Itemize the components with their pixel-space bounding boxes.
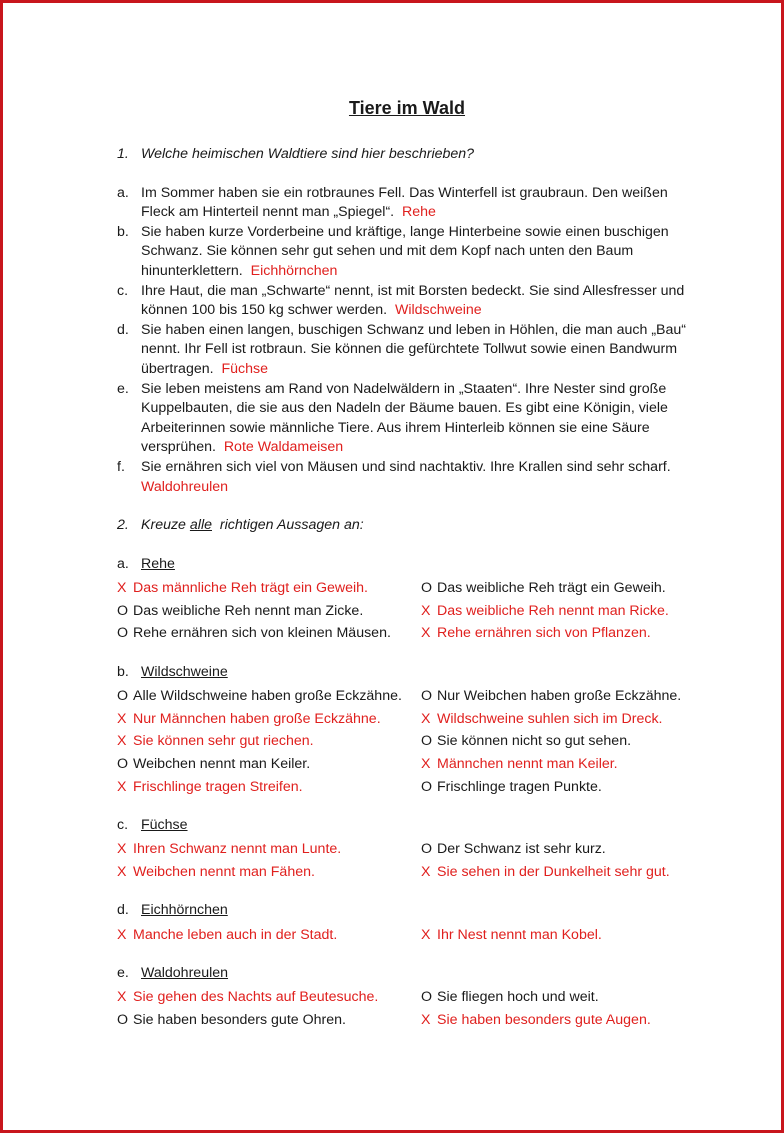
unchecked-mark: O: [421, 733, 433, 750]
question-number: 2.: [117, 517, 129, 534]
item-text: Sie ernähren sich viel von Mäusen und sind nachtaktiv. Ihre Krallen sind sehr scharf.: [141, 458, 671, 475]
section-heading: d. Eichhörnchen: [117, 902, 228, 919]
section-waldohreulen: [117, 964, 697, 1032]
question-text: Kreuze alle richtigen Aussagen an:: [141, 517, 364, 534]
statement: [421, 579, 697, 599]
question-2: [117, 516, 697, 536]
q1-item-c: c. Ihre Haut, die man „Schwarte“ nennt, ist mit Borsten bedeckt. Sie sind Allesfresser und können 100 bis 150 kg schwer werden. Wildschweine: [117, 282, 685, 319]
checked-mark: X: [117, 841, 127, 858]
checked-mark: X: [421, 756, 431, 773]
correct-statement: [421, 710, 697, 730]
section-heading: a. Rehe: [117, 555, 175, 572]
section-eichhörnchen: [117, 901, 697, 946]
statement-text: Sie können nicht so gut sehen.: [437, 733, 632, 750]
statement: [117, 624, 421, 644]
checked-mark: X: [421, 602, 431, 619]
statement-row: [117, 577, 697, 600]
statement-row: [117, 776, 697, 799]
checked-mark: X: [421, 926, 431, 943]
item-text: Sie haben einen langen, buschigen Schwanz und leben in Höhlen, die man auch „Bau“ nennt. Ihr Fell ist rotbraun. Sie können die gefürchtete Tollwut sowie einen Bandwurm übertragen.: [141, 321, 687, 377]
statement-text: Das weibliche Reh trägt ein Geweih.: [437, 579, 666, 596]
statement-text: Das weibliche Reh nennt man Ricke.: [437, 602, 669, 619]
statement-row: [117, 600, 697, 623]
statement: [421, 778, 697, 798]
statement-text: Ihr Nest nennt man Kobel.: [437, 926, 602, 943]
correct-statement: [117, 863, 421, 883]
item-answer: Füchse: [221, 360, 268, 377]
statement: [117, 687, 421, 707]
item-text: Sie haben kurze Vorderbeine und kräftige, lange Hinterbeine sowie einen buschigen Schwanz. Sie können sehr gut sehen und mit dem Kopf nach unten den Baum hinunterklettern.: [141, 223, 669, 279]
statement-text: Sie gehen des Nachts auf Beutesuche.: [133, 989, 379, 1006]
correct-statement: [117, 988, 421, 1008]
item-answer: Wildschweine: [394, 302, 482, 319]
statement-row: [117, 862, 697, 885]
correct-statement: [421, 1011, 697, 1031]
item-text: Sie leben meistens am Rand von Nadelwäldern in „Staaten“. Ihre Nester sind große Kuppelbauten, die sie aus den Nadeln der Bäume bauen. Es gibt eine Königin, viele Arbeiterinnen sowie männliche Tiere. Aus ihrem Hinterleib können sie eine Säure versprühen.: [141, 380, 668, 456]
statement-text: Sie haben besonders gute Augen.: [437, 1011, 651, 1028]
statement: [117, 755, 421, 775]
correct-statement: [421, 602, 697, 622]
statement-text: Der Schwanz ist sehr kurz.: [437, 841, 606, 858]
unchecked-mark: O: [117, 602, 129, 619]
q1-item-e: e. Sie leben meistens am Rand von Nadelwäldern in „Staaten“. Ihre Nester sind große Kuppelbauten, die sie aus den Nadeln der Bäume bauen. Es gibt eine Königin, viele Arbeiterinnen sowie männliche Tiere. Aus ihrem Hinterleib können sie eine Säure versprühen. Rote Waldameisen: [117, 380, 668, 456]
correct-statement: [117, 840, 421, 860]
statement: [421, 732, 697, 752]
correct-statement: [117, 778, 421, 798]
page-title: Tiere im Wald: [348, 98, 466, 118]
item-text: Ihre Haut, die man „Schwarte“ nennt, ist mit Borsten bedeckt. Sie sind Allesfresser und können 100 bis 150 kg schwer werden.: [141, 282, 685, 319]
item-answer: Rehe: [402, 204, 436, 221]
section-heading: e. Waldohreulen: [117, 964, 229, 981]
statement: [117, 602, 421, 622]
question-text: Welche heimischen Waldtiere sind hier beschrieben?: [141, 146, 475, 162]
section-füchse: [117, 816, 697, 884]
unchecked-mark: O: [117, 625, 129, 642]
statement-row: [117, 708, 697, 731]
correct-statement: [421, 863, 697, 883]
statement-text: Rehe ernähren sich von kleinen Mäusen.: [133, 625, 391, 642]
statement-text: Nur Männchen haben große Eckzähne.: [133, 710, 381, 727]
checked-mark: X: [421, 710, 431, 727]
q1-item-f: f. Sie ernähren sich viel von Mäusen und sind nachtaktiv. Ihre Krallen sind sehr scharf. Waldohreulen: [117, 458, 671, 495]
statement-row: [117, 685, 697, 708]
statement-text: Ihren Schwanz nennt man Lunte.: [133, 841, 342, 858]
unchecked-mark: O: [421, 989, 433, 1006]
unchecked-mark: O: [117, 687, 129, 704]
statement-row: [117, 839, 697, 862]
correct-statement: [421, 926, 697, 946]
statement-text: Wildschweine suhlen sich im Dreck.: [437, 710, 663, 727]
question-number: 1.: [117, 146, 129, 162]
item-answer: Eichhörnchen: [250, 262, 338, 279]
statement-text: Sie haben besonders gute Ohren.: [133, 1011, 346, 1028]
statement-text: Frischlinge tragen Punkte.: [437, 779, 602, 796]
checked-mark: X: [117, 779, 127, 796]
section-heading: b. Wildschweine: [117, 663, 228, 680]
statement-text: Männchen nennt man Keiler.: [437, 756, 618, 773]
q1-item-a: a. Im Sommer haben sie ein rotbraunes Fell. Das Winterfell ist graubraun. Den weißen Fleck am Hinterteil nennt man „Spiegel“. Rehe: [117, 184, 668, 221]
statement-text: Das männliche Reh trägt ein Geweih.: [133, 579, 369, 596]
statement-text: Das weibliche Reh nennt man Zicke.: [133, 602, 364, 619]
statement-row: [117, 731, 697, 754]
statement: [421, 988, 697, 1008]
statement-text: Nur Weibchen haben große Eckzähne.: [437, 687, 682, 704]
q1-item-b: b. Sie haben kurze Vorderbeine und kräftige, lange Hinterbeine sowie einen buschigen Schwanz. Sie können sehr gut sehen und mit dem Kopf nach unten den Baum hinunterklettern. Eichhörnchen: [117, 223, 669, 279]
correct-statement: [117, 710, 421, 730]
statement: [421, 840, 697, 860]
unchecked-mark: O: [421, 687, 433, 704]
correct-statement: [117, 579, 421, 599]
unchecked-mark: O: [421, 779, 433, 796]
checked-mark: X: [117, 710, 127, 727]
checked-mark: X: [117, 989, 127, 1006]
checked-mark: X: [421, 864, 431, 881]
statement-text: Alle Wildschweine haben große Eckzähne.: [133, 687, 402, 704]
item-answer: Rote Waldameisen: [223, 439, 344, 456]
unchecked-mark: O: [117, 1011, 129, 1028]
statement-text: Sie fliegen hoch und weit.: [437, 989, 599, 1006]
checked-mark: X: [421, 625, 431, 642]
correct-statement: [421, 624, 697, 644]
statement-row: [117, 623, 697, 646]
statement-text: Weibchen nennt man Keiler.: [133, 756, 311, 773]
question-1: [117, 145, 697, 165]
unchecked-mark: O: [421, 841, 433, 858]
section-wildschweine: [117, 663, 697, 800]
worksheet: [117, 96, 697, 1032]
statement: [117, 1011, 421, 1031]
statement-row: [117, 1009, 697, 1032]
statement-row: [117, 754, 697, 777]
section-heading: c. Füchse: [117, 817, 188, 834]
checked-mark: X: [117, 733, 127, 750]
statement-text: Weibchen nennt man Fähen.: [133, 864, 315, 881]
statement-row: [117, 924, 697, 947]
q1-item-d: d. Sie haben einen langen, buschigen Schwanz und leben in Höhlen, die man auch „Bau“ nennt. Ihr Fell ist rotbraun. Sie können die gefürchtete Tollwut sowie einen Bandwurm übertragen. Füchse: [117, 321, 687, 377]
checked-mark: X: [117, 579, 127, 596]
correct-statement: [421, 755, 697, 775]
statement-text: Sie können sehr gut riechen.: [133, 733, 314, 750]
statement-text: Rehe ernähren sich von Pflanzen.: [437, 625, 651, 642]
statement: [421, 687, 697, 707]
unchecked-mark: O: [117, 756, 129, 773]
statement-row: [117, 986, 697, 1009]
checked-mark: X: [117, 864, 127, 881]
section-rehe: [117, 555, 697, 646]
checked-mark: X: [421, 1011, 431, 1028]
item-text: Im Sommer haben sie ein rotbraunes Fell. Das Winterfell ist graubraun. Den weißen Fleck am Hinterteil nennt man „Spiegel“.: [141, 184, 668, 221]
statement-text: Frischlinge tragen Streifen.: [133, 779, 303, 796]
item-answer: Waldohreulen: [141, 478, 229, 495]
checked-mark: X: [117, 926, 127, 943]
q1-items: [117, 184, 697, 498]
unchecked-mark: O: [421, 579, 433, 596]
correct-statement: [117, 732, 421, 752]
q2-sections: [117, 555, 697, 1032]
statement-text: Manche leben auch in der Stadt.: [133, 926, 338, 943]
correct-statement: [117, 926, 421, 946]
statement-text: Sie sehen in der Dunkelheit sehr gut.: [437, 864, 670, 881]
